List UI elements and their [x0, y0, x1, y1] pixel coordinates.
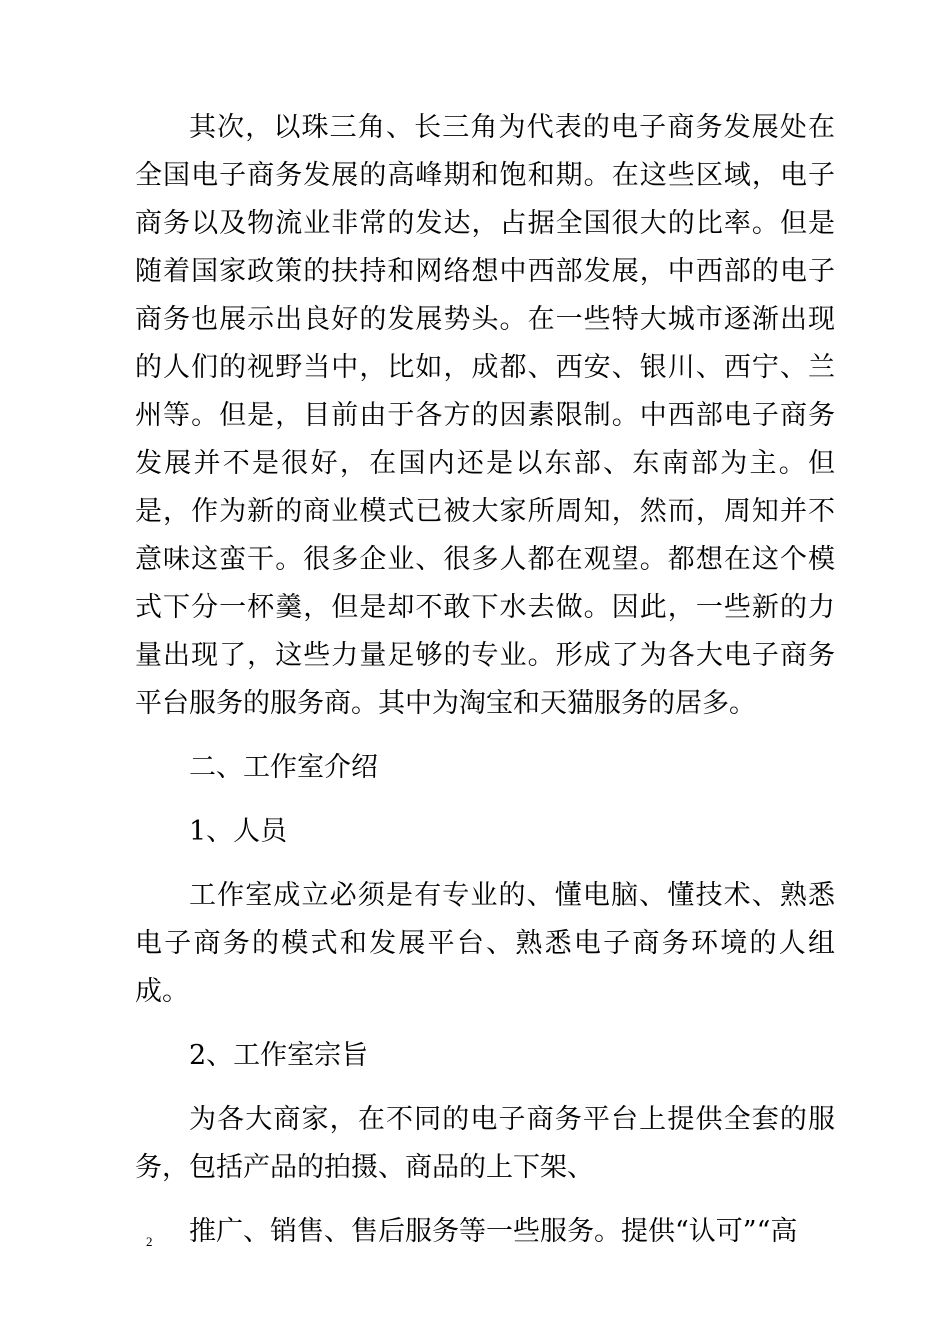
subsection-heading-staff: 1、人员: [189, 816, 288, 847]
section-heading-studio-intro: 二、工作室介绍: [189, 752, 378, 783]
document-body: [135, 104, 835, 1272]
paragraph-regional-development: 其次，以珠三角、长三角为代表的电子商务发展处在全国电子商务发展的高峰期和饱和期。在这些区域，电子商务以及物流业非常的发达，占据全国很大的比率。但是随着国家政策的扶持和网络想中西部发展，中西部的电子商务也展示出良好的发展势头。在一些特大城市逐渐出现的人们的视野当中，比如，成都、西安、银川、西宁、兰州等。但是，目前由于各方的因素限制。中西部电子商务发展并不是很好，在国内还是以东部、东南部为主。但是，作为新的商业模式已被大家所周知，然而，周知并不意味这蛮干。很多企业、很多人都在观望。都想在这个模式下分一杯羹，但是却不敢下水去做。因此，一些新的力量出现了，这些力量足够的专业。形成了为各大电子商务平台服务的服务商。其中为淘宝和天猫服务的居多。: [135, 112, 835, 719]
paragraph-services: 推广、销售、售后服务等一些服务。提供“认可”“高: [189, 1216, 798, 1247]
page-number: 2: [146, 1234, 153, 1249]
paragraph-staff: 工作室成立必须是有专业的、懂电脑、懂技术、熟悉电子商务的模式和发展平台、熟悉电子商务环境的人组成。: [135, 880, 835, 1007]
paragraph-purpose: 为各大商家，在不同的电子商务平台上提供全套的服务，包括产品的拍摄、商品的上下架、: [135, 1104, 835, 1183]
subsection-heading-purpose: 2、工作室宗旨: [189, 1040, 369, 1071]
